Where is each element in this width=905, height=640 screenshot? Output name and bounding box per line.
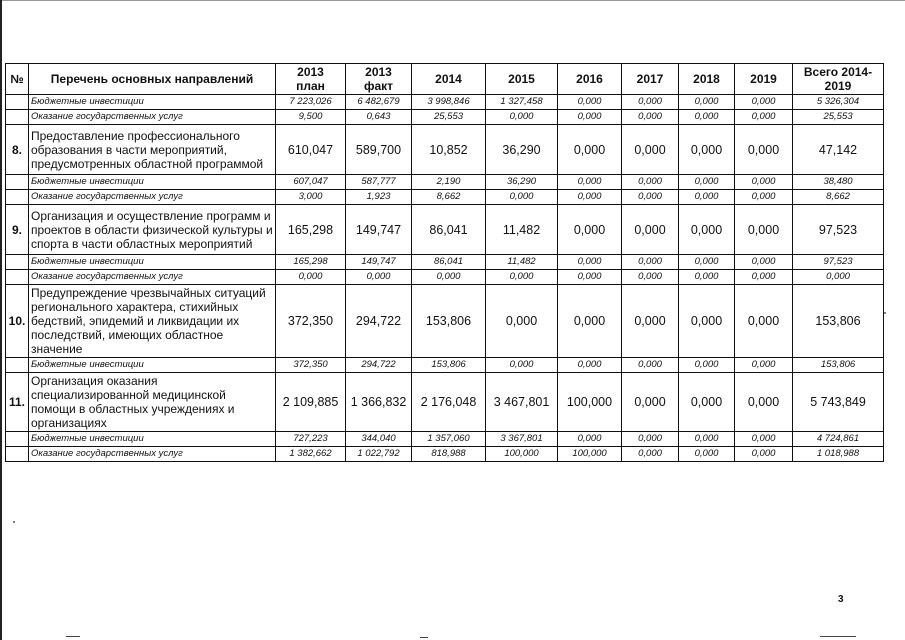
- value-cell: 0,000: [622, 175, 679, 190]
- value-cell: 0,000: [679, 285, 735, 358]
- value-cell: 1 018,988: [793, 447, 884, 462]
- value-cell: 0,000: [558, 95, 622, 110]
- value-cell: 0,643: [346, 110, 412, 125]
- header-list: Перечень основных направлений: [29, 64, 276, 95]
- value-cell: 2 176,048: [412, 373, 486, 432]
- value-cell: 97,523: [793, 255, 884, 270]
- value-cell: 818,988: [412, 447, 486, 462]
- subitem-label: Бюджетные инвестиции: [29, 95, 276, 110]
- table-row-subitem: [6, 190, 884, 205]
- value-cell: 0,000: [679, 447, 735, 462]
- header-2019: 2019: [735, 64, 793, 95]
- row-number: 10.: [6, 285, 29, 358]
- value-cell: 1 327,458: [486, 95, 558, 110]
- value-cell: 0,000: [558, 255, 622, 270]
- subitem-label: Оказание государственных услуг: [29, 447, 276, 462]
- value-cell: 0,000: [622, 190, 679, 205]
- value-cell: 0,000: [735, 432, 793, 447]
- direction-title: Предупреждение чрезвычайных ситуаций регионального характера, стихийных бедствий, эпидемий и ликвидации их последствий, имеющих областное значение: [29, 285, 276, 358]
- subitem-label: Бюджетные инвестиции: [29, 358, 276, 373]
- page-number: 3: [838, 594, 844, 605]
- row-number: [6, 255, 29, 270]
- subitem-label: Оказание государственных услуг: [29, 190, 276, 205]
- row-number: 8.: [6, 125, 29, 175]
- value-cell: 5 326,304: [793, 95, 884, 110]
- value-cell: 2 109,885: [276, 373, 346, 432]
- value-cell: 0,000: [622, 358, 679, 373]
- value-cell: 372,350: [276, 358, 346, 373]
- value-cell: 25,553: [412, 110, 486, 125]
- value-cell: 0,000: [679, 205, 735, 255]
- value-cell: 294,722: [346, 358, 412, 373]
- value-cell: 0,000: [486, 270, 558, 285]
- value-cell: 0,000: [735, 255, 793, 270]
- header-total: Всего 2014- 2019: [793, 64, 884, 95]
- row-number: [6, 190, 29, 205]
- budget-table: [5, 63, 884, 462]
- table-row-subitem: [6, 447, 884, 462]
- value-cell: 2,190: [412, 175, 486, 190]
- value-cell: 10,852: [412, 125, 486, 175]
- value-cell: 0,000: [735, 190, 793, 205]
- value-cell: 0,000: [735, 95, 793, 110]
- value-cell: 153,806: [412, 285, 486, 358]
- value-cell: 7 223,026: [276, 95, 346, 110]
- value-cell: 0,000: [679, 373, 735, 432]
- value-cell: 8,662: [412, 190, 486, 205]
- value-cell: 0,000: [622, 285, 679, 358]
- value-cell: 1 022,792: [346, 447, 412, 462]
- value-cell: 1,923: [346, 190, 412, 205]
- value-cell: 149,747: [346, 255, 412, 270]
- scan-edge: [0, 0, 905, 51]
- subitem-label: Бюджетные инвестиции: [29, 432, 276, 447]
- value-cell: 3 367,801: [486, 432, 558, 447]
- value-cell: 0,000: [558, 110, 622, 125]
- header-2017: 2017: [622, 64, 679, 95]
- value-cell: 727,223: [276, 432, 346, 447]
- value-cell: 0,000: [558, 285, 622, 358]
- scan-dot: [13, 521, 15, 523]
- header-2013-fact: 2013 факт: [346, 64, 412, 95]
- header-2014: 2014: [412, 64, 486, 95]
- value-cell: 153,806: [793, 285, 884, 358]
- value-cell: 0,000: [346, 270, 412, 285]
- value-cell: 0,000: [679, 95, 735, 110]
- value-cell: 38,480: [793, 175, 884, 190]
- value-cell: 165,298: [276, 205, 346, 255]
- value-cell: 0,000: [679, 110, 735, 125]
- value-cell: 0,000: [486, 285, 558, 358]
- value-cell: 294,722: [346, 285, 412, 358]
- value-cell: 0,000: [735, 373, 793, 432]
- value-cell: 86,041: [412, 205, 486, 255]
- table-row-direction: [6, 285, 884, 358]
- header-2013-plan: 2013 план: [276, 64, 346, 95]
- table-row-direction: [6, 373, 884, 432]
- value-cell: 0,000: [735, 110, 793, 125]
- row-number: [6, 175, 29, 190]
- value-cell: 0,000: [622, 205, 679, 255]
- table-row-direction: [6, 205, 884, 255]
- value-cell: 9,500: [276, 110, 346, 125]
- row-number: [6, 95, 29, 110]
- value-cell: 0,000: [486, 358, 558, 373]
- value-cell: 0,000: [679, 255, 735, 270]
- value-cell: 11,482: [486, 255, 558, 270]
- value-cell: 344,040: [346, 432, 412, 447]
- value-cell: 25,553: [793, 110, 884, 125]
- value-cell: 11,482: [486, 205, 558, 255]
- value-cell: 0,000: [735, 447, 793, 462]
- row-number: [6, 270, 29, 285]
- scan-mark: [420, 637, 428, 638]
- value-cell: 97,523: [793, 205, 884, 255]
- value-cell: 5 743,849: [793, 373, 884, 432]
- table-row-subitem: [6, 110, 884, 125]
- value-cell: 0,000: [679, 270, 735, 285]
- value-cell: 0,000: [735, 285, 793, 358]
- row-number: 11.: [6, 373, 29, 432]
- value-cell: 0,000: [679, 125, 735, 175]
- value-cell: 0,000: [622, 432, 679, 447]
- value-cell: 610,047: [276, 125, 346, 175]
- value-cell: 100,000: [558, 373, 622, 432]
- row-number: [6, 447, 29, 462]
- value-cell: 153,806: [412, 358, 486, 373]
- value-cell: 0,000: [412, 270, 486, 285]
- value-cell: 0,000: [622, 447, 679, 462]
- value-cell: 3,000: [276, 190, 346, 205]
- direction-title: Организация оказания специализированной медицинской помощи в областных учреждениях и организациях: [29, 373, 276, 432]
- scan-left-edge: [0, 0, 2, 640]
- subitem-label: Оказание государственных услуг: [29, 270, 276, 285]
- value-cell: 153,806: [793, 358, 884, 373]
- header-2018: 2018: [679, 64, 735, 95]
- subitem-label: Бюджетные инвестиции: [29, 255, 276, 270]
- value-cell: 0,000: [622, 95, 679, 110]
- table-header-row: [6, 64, 884, 95]
- value-cell: 0,000: [793, 270, 884, 285]
- table-row-subitem: [6, 255, 884, 270]
- value-cell: 0,000: [558, 125, 622, 175]
- table-row-subitem: [6, 358, 884, 373]
- value-cell: 1 366,832: [346, 373, 412, 432]
- scan-dot: [884, 312, 886, 314]
- direction-title: Предоставление профессионального образования в части мероприятий, предусмотренных областной программой: [29, 125, 276, 175]
- value-cell: 149,747: [346, 205, 412, 255]
- value-cell: 0,000: [486, 110, 558, 125]
- table-row-direction: [6, 125, 884, 175]
- value-cell: 6 482,679: [346, 95, 412, 110]
- direction-title: Организация и осуществление программ и проектов в области физической культуры и спорта в части областных мероприятий: [29, 205, 276, 255]
- table-row-subitem: [6, 175, 884, 190]
- value-cell: 1 357,060: [412, 432, 486, 447]
- value-cell: 0,000: [679, 432, 735, 447]
- subitem-label: Оказание государственных услуг: [29, 110, 276, 125]
- table-row-subitem: [6, 270, 884, 285]
- value-cell: 165,298: [276, 255, 346, 270]
- value-cell: 3 998,846: [412, 95, 486, 110]
- value-cell: 36,290: [486, 125, 558, 175]
- table-row-subitem: [6, 95, 884, 110]
- subitem-label: Бюджетные инвестиции: [29, 175, 276, 190]
- value-cell: 0,000: [486, 190, 558, 205]
- row-number: [6, 432, 29, 447]
- header-2016: 2016: [558, 64, 622, 95]
- value-cell: 589,700: [346, 125, 412, 175]
- value-cell: 0,000: [558, 205, 622, 255]
- value-cell: 607,047: [276, 175, 346, 190]
- value-cell: 0,000: [622, 255, 679, 270]
- value-cell: 0,000: [622, 125, 679, 175]
- value-cell: 0,000: [622, 110, 679, 125]
- row-number: [6, 110, 29, 125]
- value-cell: 100,000: [486, 447, 558, 462]
- value-cell: 0,000: [679, 175, 735, 190]
- value-cell: 0,000: [622, 270, 679, 285]
- header-2015: 2015: [486, 64, 558, 95]
- value-cell: 0,000: [558, 432, 622, 447]
- value-cell: 47,142: [793, 125, 884, 175]
- value-cell: 372,350: [276, 285, 346, 358]
- table-row-subitem: [6, 432, 884, 447]
- value-cell: 3 467,801: [486, 373, 558, 432]
- row-number: 9.: [6, 205, 29, 255]
- value-cell: 0,000: [558, 358, 622, 373]
- value-cell: 0,000: [558, 190, 622, 205]
- value-cell: 0,000: [679, 358, 735, 373]
- value-cell: 8,662: [793, 190, 884, 205]
- value-cell: 4 724,861: [793, 432, 884, 447]
- value-cell: 1 382,662: [276, 447, 346, 462]
- value-cell: 0,000: [735, 175, 793, 190]
- value-cell: 0,000: [276, 270, 346, 285]
- table-body: [6, 95, 884, 462]
- value-cell: 587,777: [346, 175, 412, 190]
- scan-mark: [820, 636, 856, 637]
- scan-mark: [66, 636, 80, 637]
- value-cell: 0,000: [735, 358, 793, 373]
- value-cell: 0,000: [679, 190, 735, 205]
- value-cell: 0,000: [735, 270, 793, 285]
- value-cell: 100,000: [558, 447, 622, 462]
- value-cell: 86,041: [412, 255, 486, 270]
- row-number: [6, 358, 29, 373]
- value-cell: 0,000: [622, 373, 679, 432]
- value-cell: 0,000: [735, 205, 793, 255]
- header-no: №: [6, 64, 29, 95]
- value-cell: 0,000: [558, 175, 622, 190]
- value-cell: 0,000: [735, 125, 793, 175]
- value-cell: 36,290: [486, 175, 558, 190]
- value-cell: 0,000: [558, 270, 622, 285]
